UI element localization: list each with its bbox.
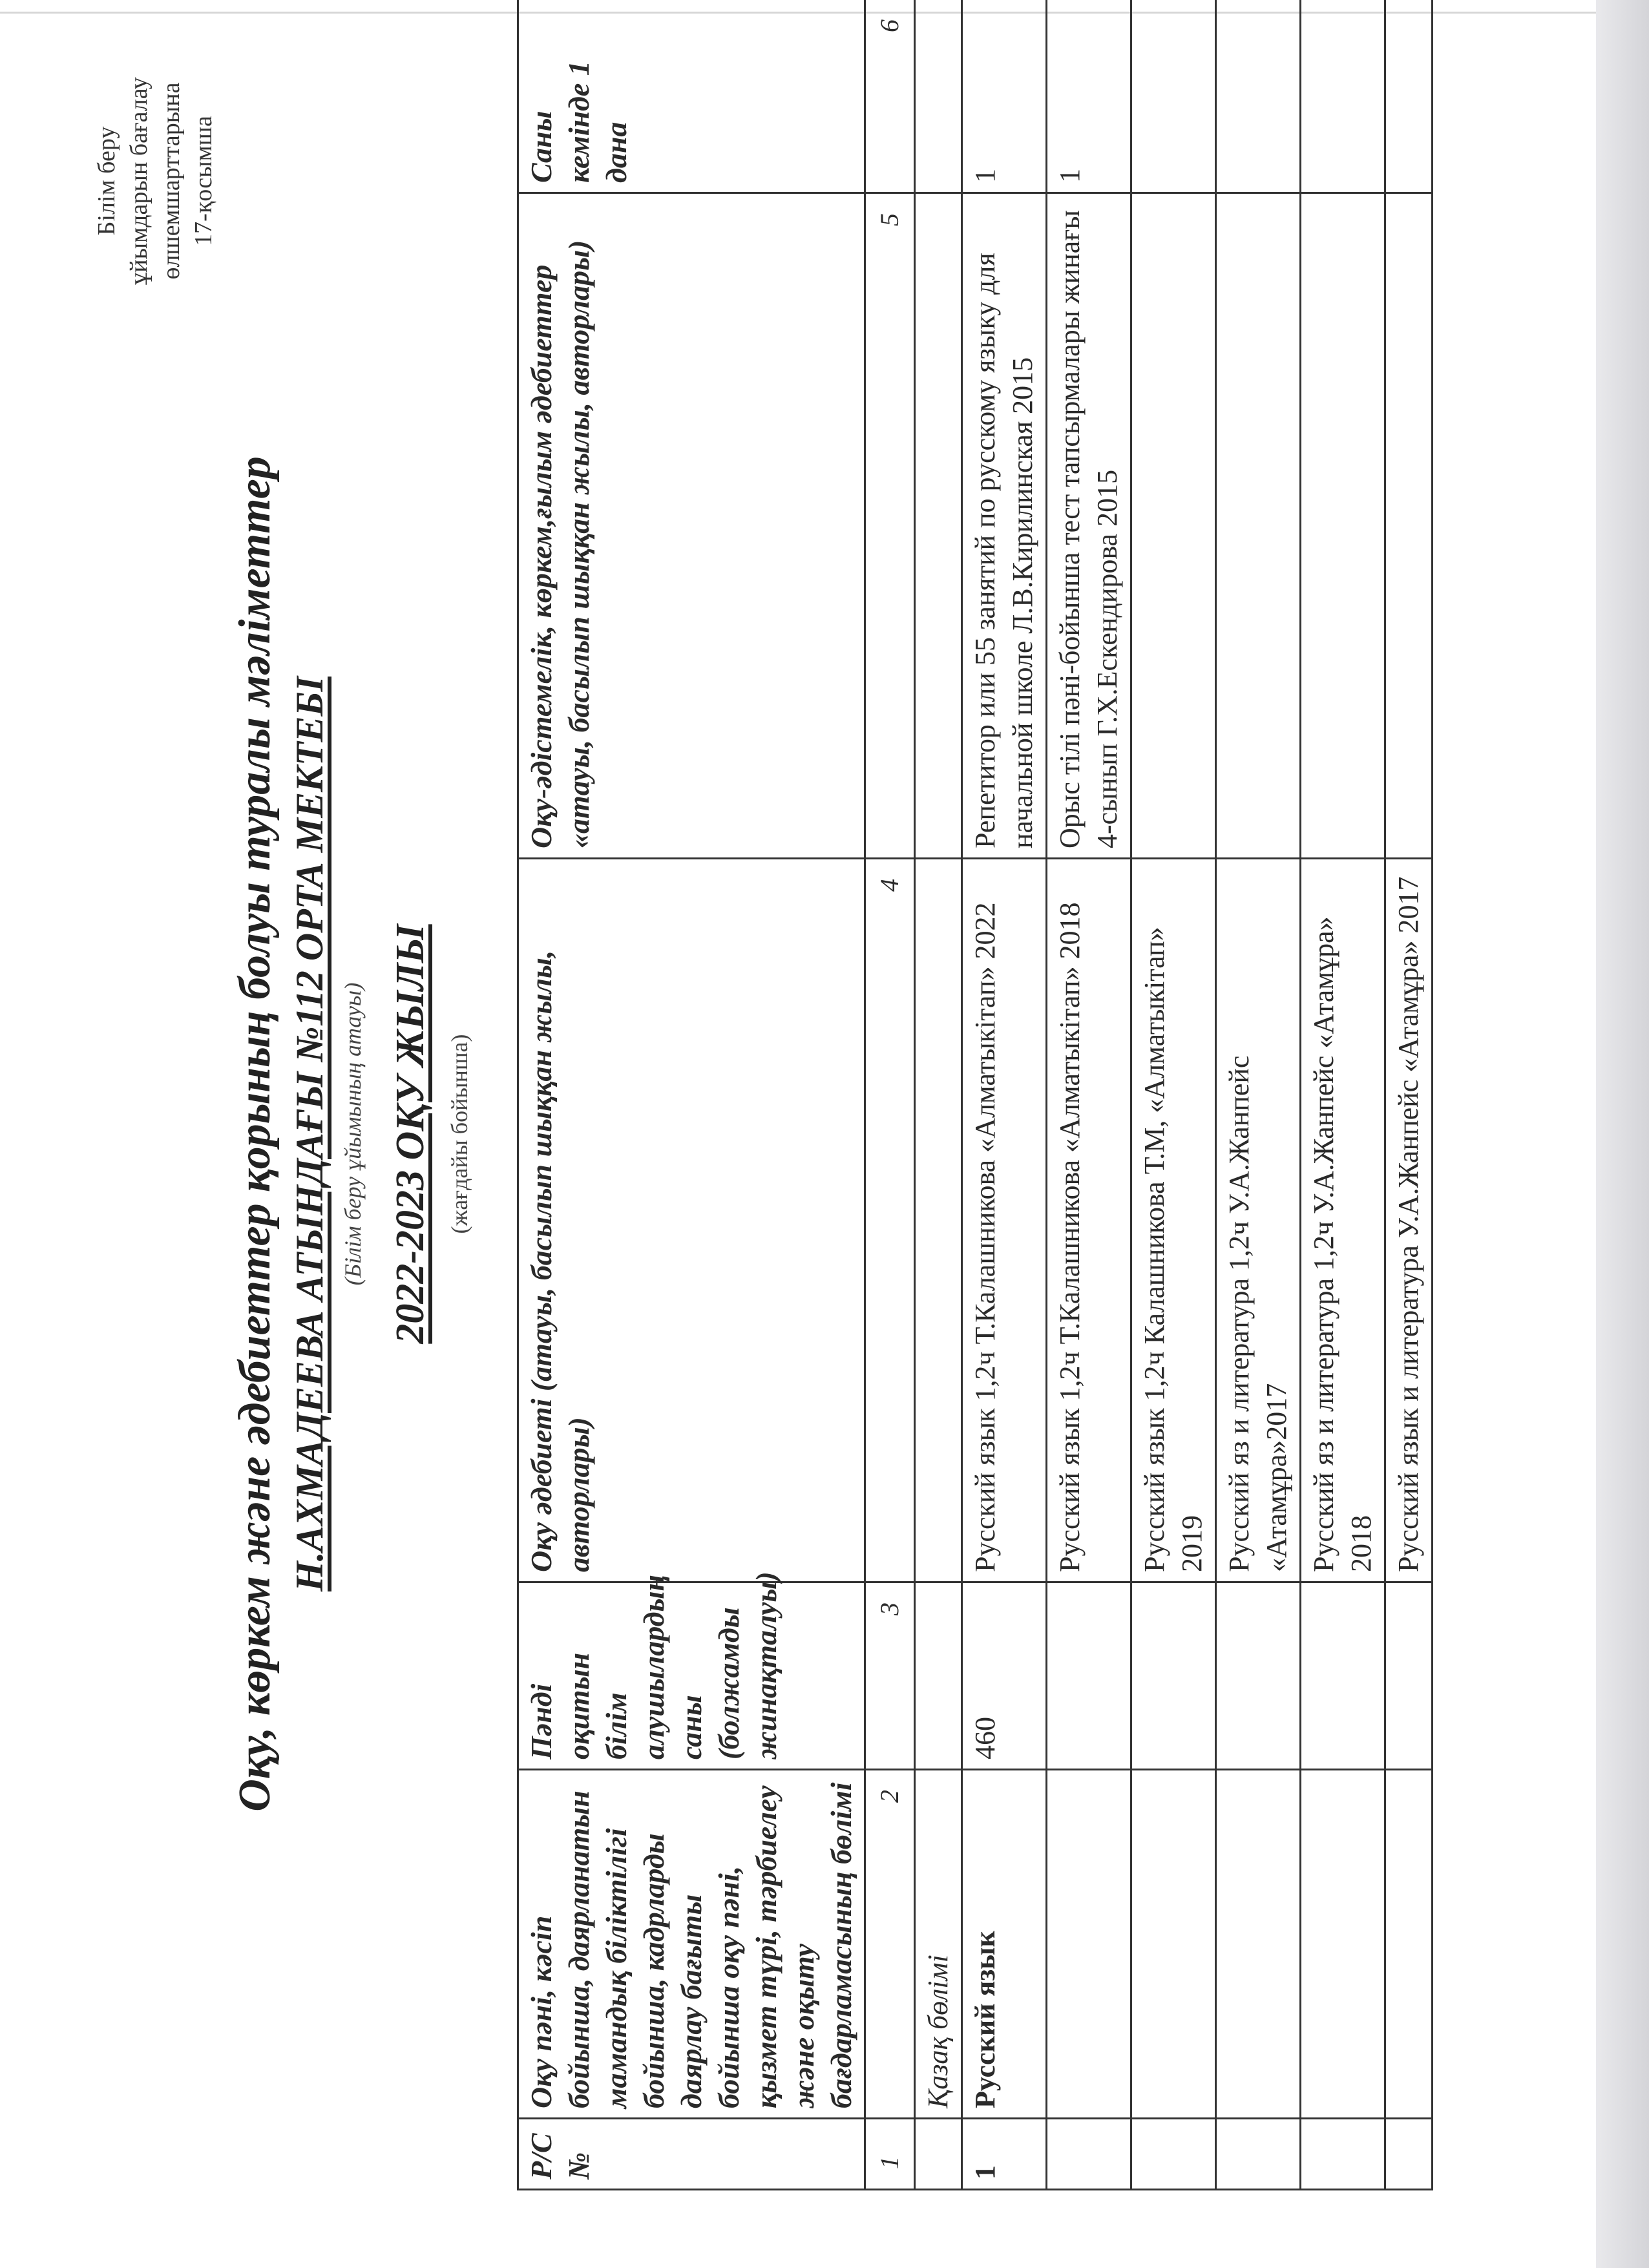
table-header-row <box>518 0 865 2190</box>
row-number <box>1047 2119 1131 2190</box>
literature-table <box>517 0 1433 2190</box>
column-number: 3 <box>865 1582 915 1770</box>
organization-name: Н.АХМАДЕЕВА АТЫНДАҒЫ №112 ОРТА МЕКТЕБІ <box>288 677 331 1591</box>
header-textbooks: Оқу әдебиеті (атауы, басылып шыққан жылы, авторлары) <box>518 859 865 1582</box>
table-row <box>962 0 1047 2190</box>
academic-year-caption: (жағдайы бойынша) <box>446 1034 472 1234</box>
row-methodical <box>1385 193 1433 859</box>
row-number <box>1131 2119 1216 2190</box>
row-count <box>1216 0 1301 193</box>
row-methodical <box>1131 193 1216 859</box>
academic-year: 2022-2023 ОҚУ ЖЫЛЫ <box>388 924 432 1344</box>
column-number: 6 <box>865 0 915 193</box>
row-students <box>1301 1582 1385 1770</box>
row-number <box>1216 2119 1301 2190</box>
row-number <box>1301 2119 1385 2190</box>
row-subject <box>1131 1770 1216 2119</box>
column-number: 4 <box>865 859 915 1582</box>
section-row <box>915 0 962 2190</box>
row-subject <box>1301 1770 1385 2119</box>
appendix-line-1: Білім беру ұйымдарын бағалау <box>93 77 152 285</box>
header-count: Саны кемінде 1 дана <box>518 0 865 193</box>
document-title: Оқу, көркем және әдебиеттер қорының болуы туралы мәліметтер <box>230 456 280 1812</box>
appendix-line-3: 17-қосымша <box>190 116 217 246</box>
table-row <box>1385 0 1433 2190</box>
table-row <box>1047 0 1131 2190</box>
row-methodical: Орыс тілі пәні-бойынша тест тапсырмалары жинағы 4-сынып Г.Х.Ескендирова 2015 <box>1047 193 1131 859</box>
row-textbook: Русский язык 1,2ч Т.Калашникова «Алматыкітап» 2022 <box>962 859 1047 1582</box>
row-textbook: Русский яз и литература 1,2ч У.А.Жанпейс «Атамұра» 2018 <box>1301 859 1385 1582</box>
row-methodical: Репетитор или 55 занятий по русскому языку для начальной школе Л.В.Кирилинская 2015 <box>962 193 1047 859</box>
row-methodical <box>1216 193 1301 859</box>
row-count: 1 <box>1047 0 1131 193</box>
row-subject <box>1047 1770 1131 2119</box>
column-number: 5 <box>865 193 915 859</box>
section-cell <box>915 0 962 193</box>
table-row <box>1131 0 1216 2190</box>
column-number: 1 <box>865 2119 915 2190</box>
section-number-cell <box>915 2119 962 2190</box>
row-textbook: Русский язык 1,2ч Т.Калашникова «Алматыкітап» 2018 <box>1047 859 1131 1582</box>
header-subject: Оқу пәні, кәсіп бойынша, даярланатын мамандық біліктілігі бойынша, кадрларды даярлау бағыты бойынша оқу пәні, қызмет түрі, тәрбиелеу және оқыту бағдарламасының бөлімі <box>518 1770 865 2119</box>
row-students <box>1216 1582 1301 1770</box>
organization-caption: (Білім беру ұйымының атауы) <box>340 982 366 1286</box>
header-students: Пәнді оқитын білім алушылардың саны (болжамды жинақталуы) <box>518 1582 865 1770</box>
row-textbook: Русский язык и литература У.А.Жанпейс «Атамұра» 2017 <box>1385 859 1433 1582</box>
section-cell <box>915 859 962 1582</box>
row-methodical <box>1301 193 1385 859</box>
section-label: Қазақ бөлімі <box>915 1770 962 2119</box>
row-number: 1 <box>962 2119 1047 2190</box>
row-textbook: Русский язык 1,2ч Калашникова Т.М, «Алматыкітап» 2019 <box>1131 859 1216 1582</box>
row-subject: Русский язык <box>962 1770 1047 2119</box>
section-cell <box>915 1582 962 1770</box>
row-students <box>1047 1582 1131 1770</box>
appendix-note <box>90 71 220 291</box>
row-subject <box>1216 1770 1301 2119</box>
row-count <box>1301 0 1385 193</box>
row-students <box>1131 1582 1216 1770</box>
row-count <box>1131 0 1216 193</box>
column-number-row <box>865 0 915 2190</box>
row-subject <box>1385 1770 1433 2119</box>
appendix-line-2: өлшемшарттарына <box>158 82 185 280</box>
row-number <box>1385 2119 1433 2190</box>
table-row <box>1301 0 1385 2190</box>
header-methodical: Оқу-әдістемелік, көркем,ғылым әдебиеттер «атауы, басылып шыққан жылы, авторлары) <box>518 193 865 859</box>
header-number: Р/С № <box>518 2119 865 2190</box>
table-row <box>1216 0 1301 2190</box>
row-students <box>1385 1582 1433 1770</box>
row-textbook: Русский яз и литература 1,2ч У.А.Жанпейс «Атамұра»2017 <box>1216 859 1301 1582</box>
row-count: 1 <box>962 0 1047 193</box>
row-students: 460 <box>962 1582 1047 1770</box>
scan-edge-shadow <box>1596 0 1649 2268</box>
row-count <box>1385 0 1433 193</box>
section-cell <box>915 193 962 859</box>
column-number: 2 <box>865 1770 915 2119</box>
